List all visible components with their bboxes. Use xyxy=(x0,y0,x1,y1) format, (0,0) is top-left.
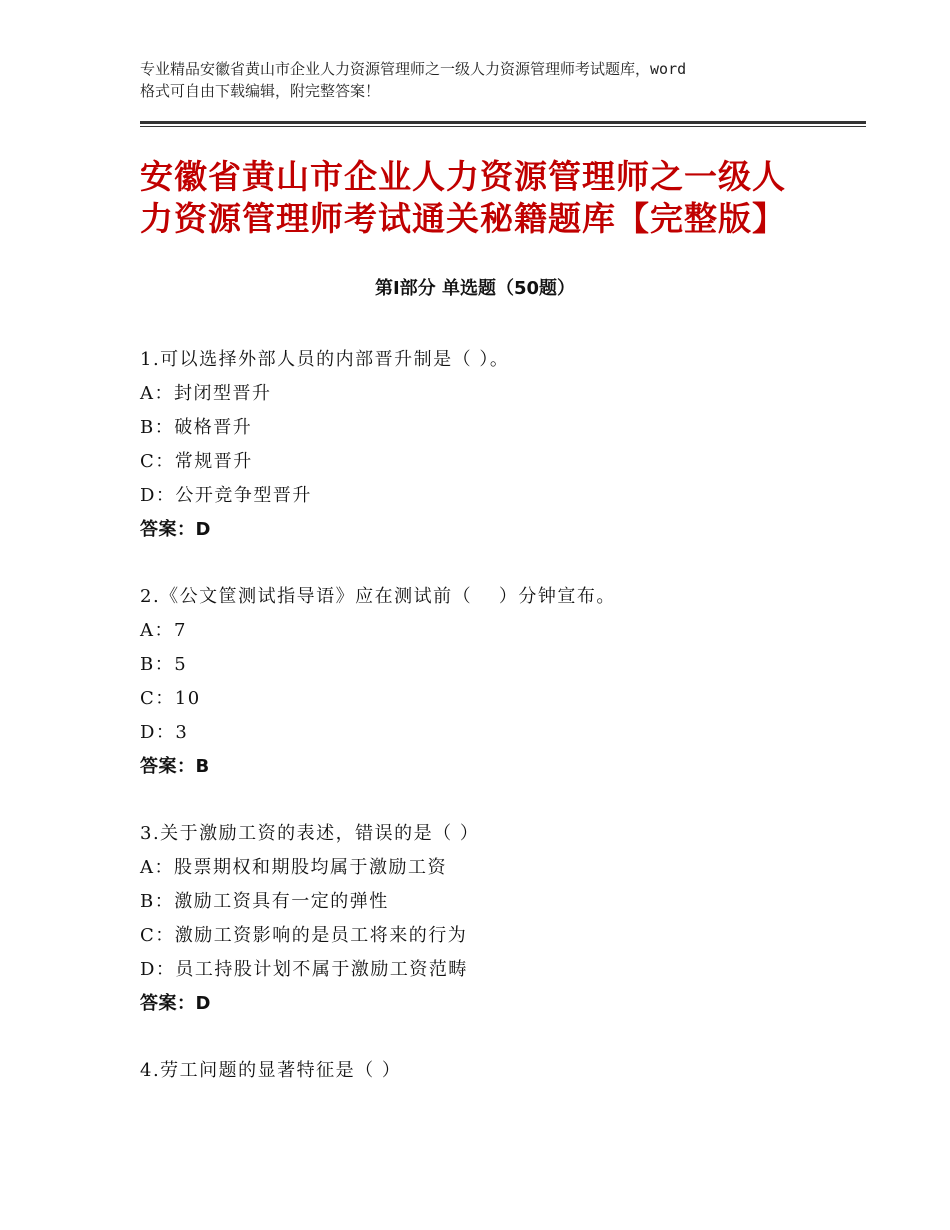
header-note-line-2: 格式可自由下载编辑，附完整答案！ xyxy=(140,82,381,100)
option-d: D：员工持股计划不属于激励工资范畴 xyxy=(140,959,468,980)
document-title xyxy=(140,156,840,240)
question-item xyxy=(140,580,870,784)
question-stem: 2.《公文筐测试指导语》应在测试前（ ）分钟宣布。 xyxy=(140,586,616,607)
answer-label: 答案：D xyxy=(140,519,211,540)
option-c: C：常规晋升 xyxy=(140,451,253,472)
option-b: B：5 xyxy=(140,654,188,675)
option-a: A：7 xyxy=(140,620,187,641)
option-a: A：股票期权和期股均属于激励工资 xyxy=(140,857,447,878)
question-list xyxy=(140,343,870,1121)
header-divider-thin xyxy=(140,126,866,127)
document-title-line-2: 力资源管理师考试通关秘籍题库【完整版】 xyxy=(140,199,786,238)
question-item xyxy=(140,343,870,547)
question-stem: 4.劳工问题的显著特征是（ ） xyxy=(140,1060,402,1081)
option-a: A：封闭型晋升 xyxy=(140,383,272,404)
question-item xyxy=(140,1054,870,1088)
option-b: B：破格晋升 xyxy=(140,417,253,438)
option-c: C：10 xyxy=(140,688,201,709)
question-stem: 3.关于激励工资的表述，错误的是（ ） xyxy=(140,823,480,844)
option-c: C：激励工资影响的是员工将来的行为 xyxy=(140,925,468,946)
document-title-line-1: 安徽省黄山市企业人力资源管理师之一级人 xyxy=(140,157,786,196)
section-title: 第Ⅰ部分 单选题（50题） xyxy=(374,278,575,299)
question-stem: 1.可以选择外部人员的内部晋升制是（ ）。 xyxy=(140,349,510,370)
option-d: D：3 xyxy=(140,722,189,743)
option-d: D：公开竞争型晋升 xyxy=(140,485,312,506)
header-note xyxy=(140,58,840,102)
answer-label: 答案：D xyxy=(140,993,211,1014)
question-item xyxy=(140,817,870,1021)
option-b: B：激励工资具有一定的弹性 xyxy=(140,891,389,912)
header-note-line-1: 专业精品安徽省黄山市企业人力资源管理师之一级人力资源管理师考试题库，word xyxy=(140,60,687,78)
answer-label: 答案：B xyxy=(140,756,210,777)
header-divider-thick xyxy=(140,121,866,124)
